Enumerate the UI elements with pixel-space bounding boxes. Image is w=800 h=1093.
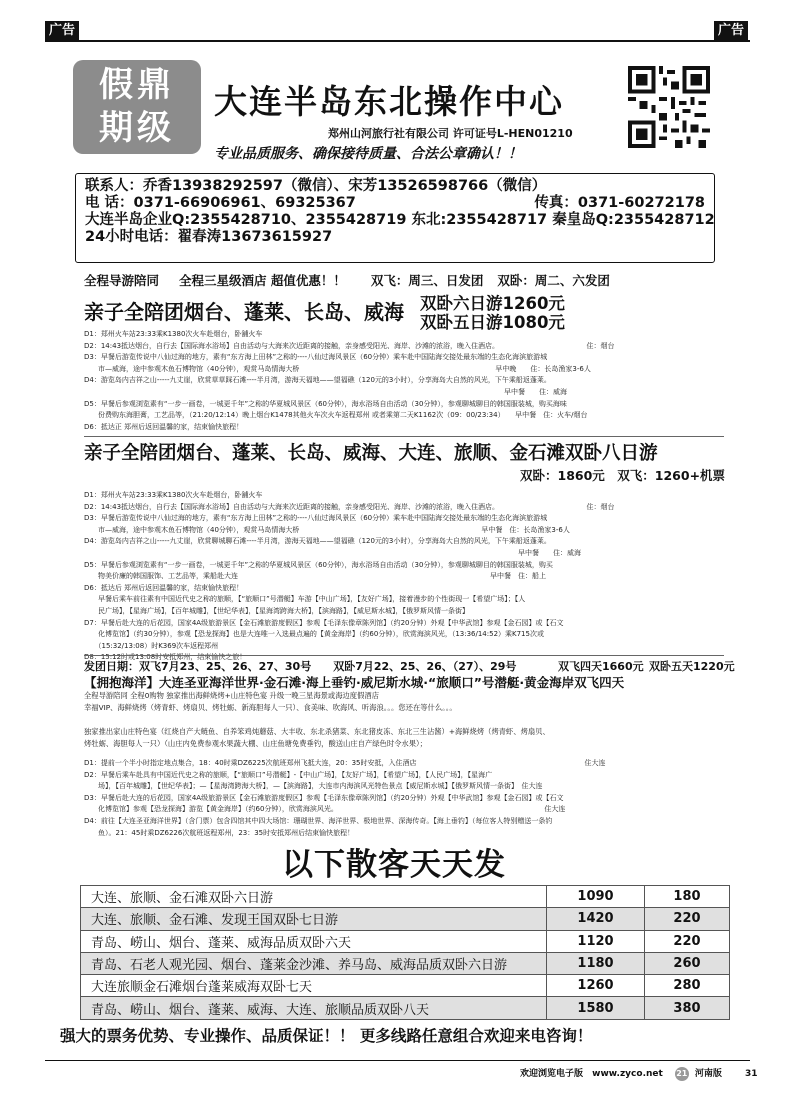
itinerary-line: 市—威海，途中参观木鱼石博物馆（40分钟），观赏马岛情海大桥 早中餐 住：长岛渔家3-6人: [84, 525, 570, 534]
price-train-cell: 1580: [547, 997, 645, 1019]
itinerary-line: 早中餐 住：威海: [84, 548, 581, 557]
table-row: [81, 997, 730, 1019]
price-child-cell: 220: [645, 908, 730, 930]
itinerary-line: D1：郑州火车站23:33乘K1380次火车赴烟台，卧舖火车: [84, 491, 263, 499]
tour2-title: 亲子全陪团烟台、蓬莱、长岛、威海、大连、旅顺、金石滩双卧八日游: [84, 443, 658, 464]
service-train: 双卧：周二、六发团: [497, 273, 610, 288]
itinerary-line: D5：早餐后参观浏览素有“一步一画卷，一城更千年”之称的华夏城风景区（60分钟），海水浴场自由活动（30分钟），参观聊城聊目的韩国服装城，购买海味: [84, 399, 567, 408]
table-row: [81, 908, 730, 930]
price-train-cell: 1180: [547, 952, 645, 974]
itinerary-line: D4：游览岛内吉祥之山-----九丈崖，欣赏聊城聊石滩----半月湾，游海天福地——望福礁（120元的3小时），分享海岛大自然的风光，下午乘船返蓬莱。: [84, 537, 551, 546]
itinerary-line: D3：早餐后游览传说中八仙过海的地方，素有“东方海上田林”之称的----八仙过海风景区（60分钟）乘车赴中国陆海交接处最东端的生态化海滨旅游城: [84, 514, 548, 523]
tour3-intro: [84, 690, 724, 713]
contact-qq: [85, 212, 715, 229]
tour2-price: 双卧：1860元 双飞：1260+机票: [520, 468, 726, 483]
departure-dates: [84, 658, 735, 674]
itinerary-line: D1：郑州火车站23:33乘K1380次火车赴烟台，卧舖火车: [84, 330, 263, 338]
footer-url[interactable]: www.zyco.net: [592, 1069, 663, 1079]
table-row: [81, 952, 730, 974]
itinerary-line: D4：前往【大连圣亚海洋世界】（含门票）包含四馆其中四大场馆：珊瑚世界、海洋世界、极地世界、深海传奇。【海上垂钓】（每位客人特别赠送一条钓: [84, 816, 553, 825]
service-fly: 双飞：周三、日发团: [370, 273, 484, 288]
itinerary-line: 物美价廉的韩国服饰、工艺品等，乘船赴大连 早中餐 住：船上: [84, 572, 546, 581]
itinerary-line: D3：早餐后游览传说中八仙过海的地方，素有“东方海上田林”之称的----八仙过海风景区（60分钟）乘车赴中国陆海交接处最东端的生态化海滨旅游城: [84, 353, 548, 362]
tour1-price-6day: 双卧六日游1260元: [420, 294, 565, 313]
itinerary-line: D6：抵达正 郑州后返回温馨的家，结束愉快旅程！: [84, 422, 244, 431]
bottom-divider: [45, 1060, 750, 1061]
itinerary-line: D3：早餐后赴大连的后花园，国家4A级旅游景区【金石滩旅游度假区】参观【毛泽东像章陈列馆】（约20分钟）外观【中华武馆】参观【金石园】或【石文: [84, 793, 564, 802]
service-hotel: 全程三星级酒店 超值优惠！！: [179, 273, 346, 288]
contact-box: [75, 173, 715, 263]
route-cell: 青岛、崂山、烟台、蓬莱、威海品质双卧六天: [81, 930, 547, 952]
logo: [73, 60, 201, 154]
footer-label: 欢迎浏览电子版: [520, 1069, 584, 1079]
footer-edition: 河南版: [694, 1069, 722, 1079]
tour1-itinerary: [84, 329, 724, 433]
daily-departure-title: 以下散客天天发: [282, 847, 506, 883]
divider: [84, 436, 724, 437]
itinerary-line: D2：早餐后乘车赴具有中国近代史之称的旅顺，【“旅顺口”号潜艇】-【中山广场】，【友好广场】，【希望广场】，【人民广场】，【星海广: [84, 770, 493, 779]
itinerary-line: D2：14:43抵达烟台，自行去【国际海水浴场】自由活动与大海来次近距离的接触，亲身感受阳光、海岸、沙滩的浓浴，晚入住酒店。 住：烟台: [84, 341, 615, 350]
service-line: [84, 271, 610, 289]
price-fly-4day: 双飞四天1660元: [558, 660, 644, 673]
route-cell: 青岛、石老人观光园、烟台、蓬莱金沙滩、养马岛、威海品质双卧六日游: [81, 952, 547, 974]
itinerary-line: 幸福VIP、海鲜烧烤（烤青虾、烤扇贝、烤牡蛎、新海胆每人一只）、食美味、吹海风、听海浪。。。您还在等什么。。。: [84, 702, 457, 712]
price-train-cell: 1090: [547, 886, 645, 908]
footer-slogan: 强大的票务优势、专业操作、品质保证！！ 更多线路任意组合欢迎来电咨询！: [60, 1027, 593, 1045]
itinerary-line: 早餐后乘车前往素有中国近代史之称的旅顺，【“旅顺口”号潜艇】车游【中山广场】，【友好广场】，接着漫步的个性街现一【希望广场】；【人: [84, 595, 526, 604]
itinerary-line: D2：14:43抵达烟台，自行去【国际海水浴场】自由活动与大海来次近距离的接触，亲身感受阳光、海岸、沙滩的浓浴，晚入住酒店。 住：烟台: [84, 502, 615, 511]
contact-phone: 电 话：0371-66906961、69325367: [85, 195, 356, 211]
price-train-5day: 双卧五天1220元: [649, 660, 735, 673]
itinerary-line: 鱼）。21：45时乘DZ6226次航班返程郑州，23：35时安抵郑州后结束愉快旅程！: [84, 828, 355, 837]
brand-title: 大连半岛东北操作中心: [214, 82, 564, 121]
slogan: 专业品质服务、确保接待质量、合法公章确认！！: [214, 146, 522, 162]
price-child-cell: 380: [645, 997, 730, 1019]
price-train-cell: 1420: [547, 908, 645, 930]
itinerary-line: 市—威海，途中参观木鱼石博物馆（40分钟），观赏马岛情海大桥 早中晚 住：长岛渔家3-6人: [84, 364, 591, 373]
contact-person-text: 联系人：乔香13938292597（微信）、宋芳13526598766（微信）: [85, 178, 547, 194]
itinerary-line: D8：15:12时或13:08时安抵郑州，结束愉快之旅！: [84, 653, 247, 662]
itinerary-line: 早中餐 住：威海: [84, 387, 567, 396]
divider: [84, 655, 724, 656]
footer-badge: 21: [675, 1067, 689, 1081]
tour1-prices: [420, 294, 565, 332]
price-child-cell: 220: [645, 930, 730, 952]
contact-person: [85, 178, 705, 195]
itinerary-line: D7：早餐后赴大连的后花园，国家4A级旅游景区【金石滩旅游度假区】参观【毛泽东像章陈列馆】（约20分钟）外观【中华武馆】参观【金石园】或【石文: [84, 618, 564, 627]
price-child-cell: 180: [645, 886, 730, 908]
itinerary-line: 化博览馆】参观【恐龙探海】游览【黄金海岸】（约60分钟），欣赏海滨风光。 住大连: [84, 805, 566, 814]
tour1-price-5day: 双卧五日游1080元: [420, 313, 565, 332]
contact-hotline-text: 24小时电话：翟春涛13673615927: [85, 229, 333, 245]
service-guide: 全程导游陪同: [84, 273, 160, 288]
tour1-title: 亲子全陪团烟台、蓬莱、长岛、威海: [84, 300, 404, 324]
page-number: 31: [744, 1069, 758, 1079]
qr-code: [628, 63, 710, 151]
route-cell: 大连、旅顺、金石滩双卧六日游: [81, 886, 547, 908]
contact-qq-text: 大连半岛企业Q:2355428710、2355428719 东北:2355428717 秦皇岛Q:2355428712: [85, 212, 715, 228]
itinerary-line: 全程导游陪同 全程0购物 独家推出海鲜烧烤+山庄特色宴 升级一晚三星海景或海边度假酒店: [84, 691, 379, 700]
contact-hotline: [85, 229, 705, 246]
ad-tag-right: 广告: [714, 21, 748, 40]
price-child-cell: 260: [645, 952, 730, 974]
itinerary-line: 独家推出家山庄特色宴（红烧自产大鲢鱼、自养笨鸡炖蘑菇、大丰收、东北杀猪菜、东北猪皮冻、东北三生沾酱）+海鲜烧烤（烤青虾、烤扇贝、: [84, 727, 550, 736]
itinerary-line: 份费购东海胆膏，工艺品等，（21:20/12:14）晚上烟台K1478其他火车次火车返程郑州 或者乘第二天K1162次（09：00/23:34） 早中餐 住：火车/烟台: [84, 411, 588, 420]
itinerary-line: D5：早餐后参观浏览素有“一步一画卷，一城更千年”之称的华夏城风景区（60分钟），海水浴场自由活动（30分钟），参观聊城聊目的韩国服装城，购买: [84, 560, 553, 569]
table-row: [81, 975, 730, 997]
price-train-cell: 1260: [547, 975, 645, 997]
tour3-intro2: [84, 726, 724, 749]
price-child-cell: 280: [645, 975, 730, 997]
price-train-cell: 1120: [547, 930, 645, 952]
itinerary-line: （15:32/13:08）时K369次车返程郑州: [84, 641, 219, 650]
itinerary-line: 民广场】，【星海广场】，【百年城雕】，【世纪华表】，【星海湾跨海大桥】，【滨海路】，【威尼斯水城】，【俄罗斯风情一条街】: [84, 606, 469, 615]
route-cell: 大连、旅顺、金石滩、发现王国双卧七日游: [81, 908, 547, 930]
contact-fax: 传真：0371-60272178: [534, 195, 705, 211]
departure-dates-text: 发团日期：双飞7月23、25、26、27、30号 双卧7月22、25、26、（27）、29号: [84, 660, 517, 673]
itinerary-line: 场】，【百年城雕】，【世纪华表】；—【星海湾跨海大桥】，—【滨海路】，大连市内海滨风光特色景点【威尼斯水城】【俄罗斯风情一条街】 住大连: [84, 782, 543, 791]
itinerary-line: D4：游览岛内吉祥之山-----九丈崖，欣赏草草踩石滩----半月湾，游海天福地——望福礁（120元的3小时），分享海岛大自然的风光，下午乘船返蓬莱。: [84, 376, 551, 385]
logo-line-2: 期级: [99, 108, 175, 148]
route-cell: 大连旅顺金石滩烟台蓬莱威海双卧七天: [81, 975, 547, 997]
itinerary-line: 烤牡蛎、海胆每人一只）（山庄内免费参观水果蔬大棚、山庄鱼塘免费垂钓，酸送山庄自产绿色时令水果）；: [84, 738, 427, 748]
ad-tag-left: 广告: [45, 21, 79, 40]
tour3-itinerary: [84, 758, 724, 839]
table-row: [81, 930, 730, 952]
price-table: [80, 885, 730, 1020]
itinerary-line: D1：提前一个半小时指定地点集合，18：40时乘DZ6225次航班郑州飞抵大连，20：35时安抵，入住酒店 住大连: [84, 759, 606, 767]
license-text: 郑州山河旅行社有限公司 许可证号L-HEN01210: [328, 127, 573, 140]
top-divider: [45, 40, 750, 42]
itinerary-line: D6：抵达后 郑州后返回温馨的家，结束愉快旅程！: [84, 583, 244, 592]
tour3-title: 【拥抱海洋】大连圣亚海洋世界·金石滩·海上垂钓·威尼斯水城·“旅顺口”号潜艇·黄金海岸双飞四天: [84, 675, 625, 690]
itinerary-line: 化博览馆】（约30分钟），参观【恐龙探海】也是大连唯一入选最点遍的【黄金海岸】（约60分钟），欣赏海滨风光，（13:36/14:52）乘K715次或: [84, 630, 544, 639]
page-footer: [520, 1066, 764, 1081]
route-cell: 青岛、崂山、烟台、蓬莱、威海、大连、旅顺品质双卧八天: [81, 997, 547, 1019]
logo-line-1: 假鼎: [99, 65, 175, 105]
contact-phone-row: [85, 195, 705, 212]
tour2-itinerary: [84, 490, 724, 664]
table-row: [81, 886, 730, 908]
